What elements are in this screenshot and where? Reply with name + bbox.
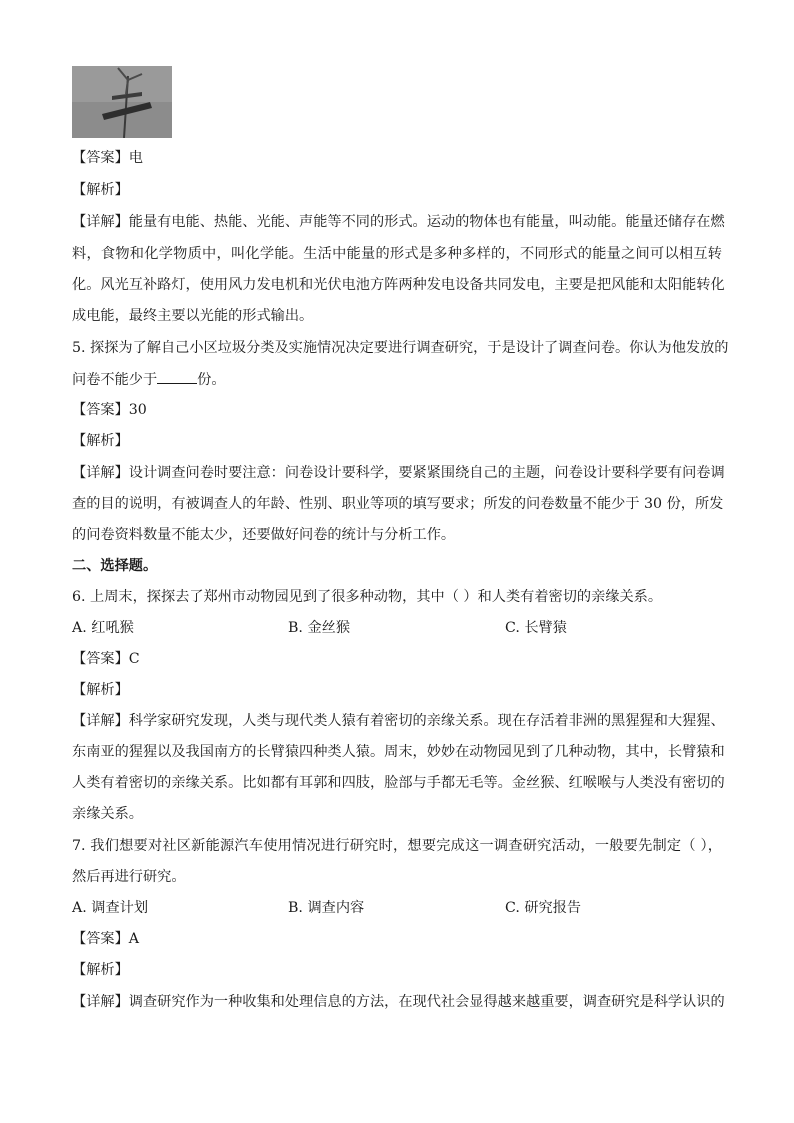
answer-tag: 【答案】	[72, 402, 129, 418]
q5-detail-line-2: 查的目的说明，有被调查人的年龄、性别、职业等项的填写要求；所发的问卷数量不能少于 30 份，所发	[72, 496, 724, 512]
q7-option-a[interactable]: A. 调查计划	[72, 900, 149, 916]
q6-question: 6. 上周末，探探去了郑州市动物园见到了很多种动物，其中（ ）和人类有着密切的亲缘关系。	[72, 589, 663, 605]
q7-question-line-1: 7. 我们想要对社区新能源汽车使用情况进行研究时，想要完成这一调查研究活动，一般要先制定（ ），	[72, 838, 722, 854]
q4-detail-line-2: 料，食物和化学物质中，叫化学能。生活中能量的形式是多种多样的，不同形式的能量之间可以相互转	[72, 246, 722, 262]
answer-tag: 【答案】	[72, 150, 129, 166]
q5-analysis-label: 【解析】	[72, 433, 129, 449]
q7-answer: A	[128, 931, 140, 947]
q4-answer-line	[72, 148, 722, 168]
q5-detail-line-1: 【详解】设计调查问卷时要注意：问卷设计要科学，要紧紧围绕自己的主题，问卷设计要科学要有问卷调	[72, 465, 725, 481]
q7-question-line-2: 然后再进行研究。	[72, 869, 186, 885]
q4-answer: 电	[128, 150, 143, 166]
q6-answer: C	[128, 651, 140, 667]
q5-question-line-1: 5. 探探为了解自己小区垃圾分类及实施情况决定要进行调查研究，于是设计了调查问卷。你认为他发放的	[72, 340, 729, 356]
answer-tag: 【答案】	[72, 651, 129, 667]
q6-detail-line-3: 人类有着密切的亲缘关系。比如都有耳郭和四肢，脸部与手都无毛等。金丝猴、红喉喉与人类没有密切的	[72, 775, 725, 791]
q6-detail-line-4: 亲缘关系。	[72, 806, 143, 822]
q7-analysis-label: 【解析】	[72, 962, 129, 978]
q7-detail-line-1: 【详解】调查研究作为一种收集和处理信息的方法，在现代社会显得越来越重要，调查研究是科学认识的	[72, 994, 725, 1010]
q6-analysis-label: 【解析】	[72, 682, 129, 698]
q4-detail-line-4: 成电能，最终主要以光能的形式输出。	[72, 308, 314, 324]
wind-turbine-image	[72, 66, 172, 138]
q5-question-line-2	[72, 369, 722, 390]
q6-detail-line-1: 【详解】科学家研究发现，人类与现代类人猿有着密切的亲缘关系。现在存活着非洲的黑猩猩和大猩猩、	[72, 713, 725, 729]
q5-question-suffix: 份。	[197, 372, 226, 388]
wind-solar-lamp-photo	[72, 66, 172, 138]
q7-answer-line	[72, 929, 722, 949]
q5-answer: 30	[128, 402, 147, 418]
q6-detail-line-2: 东南亚的猩猩以及我国南方的长臂猿四种类人猿。周末，妙妙在动物园见到了几种动物，其中，长臂猿和	[72, 744, 725, 760]
q5-detail-line-3: 的问卷资料数量不能太少，还要做好问卷的统计与分析工作。	[72, 527, 456, 543]
q4-detail-line-1: 【详解】能量有电能、热能、光能、声能等不同的形式。运动的物体也有能量，叫动能。能量还储存在燃	[72, 214, 725, 230]
q5-question-text: 问卷不能少于	[72, 372, 158, 388]
q6-option-b[interactable]: B. 金丝猴	[288, 620, 351, 636]
q7-option-b[interactable]: B. 调查内容	[288, 900, 365, 916]
section-heading-choice: 二、选择题。	[72, 558, 158, 574]
q7-option-c[interactable]: C. 研究报告	[505, 900, 582, 916]
q4-analysis-label: 【解析】	[72, 182, 129, 198]
q6-option-a[interactable]: A. 红吼猴	[72, 620, 134, 636]
q4-detail-line-3: 化。风光互补路灯，使用风力发电机和光伏电池方阵两种发电设备共同发电，主要是把风能和太阳能转化	[72, 277, 725, 293]
q6-answer-line	[72, 649, 722, 669]
q5-answer-line	[72, 400, 722, 420]
q6-option-c[interactable]: C. 长臂猿	[505, 620, 567, 636]
answer-tag: 【答案】	[72, 931, 129, 947]
q5-blank[interactable]	[157, 369, 197, 384]
